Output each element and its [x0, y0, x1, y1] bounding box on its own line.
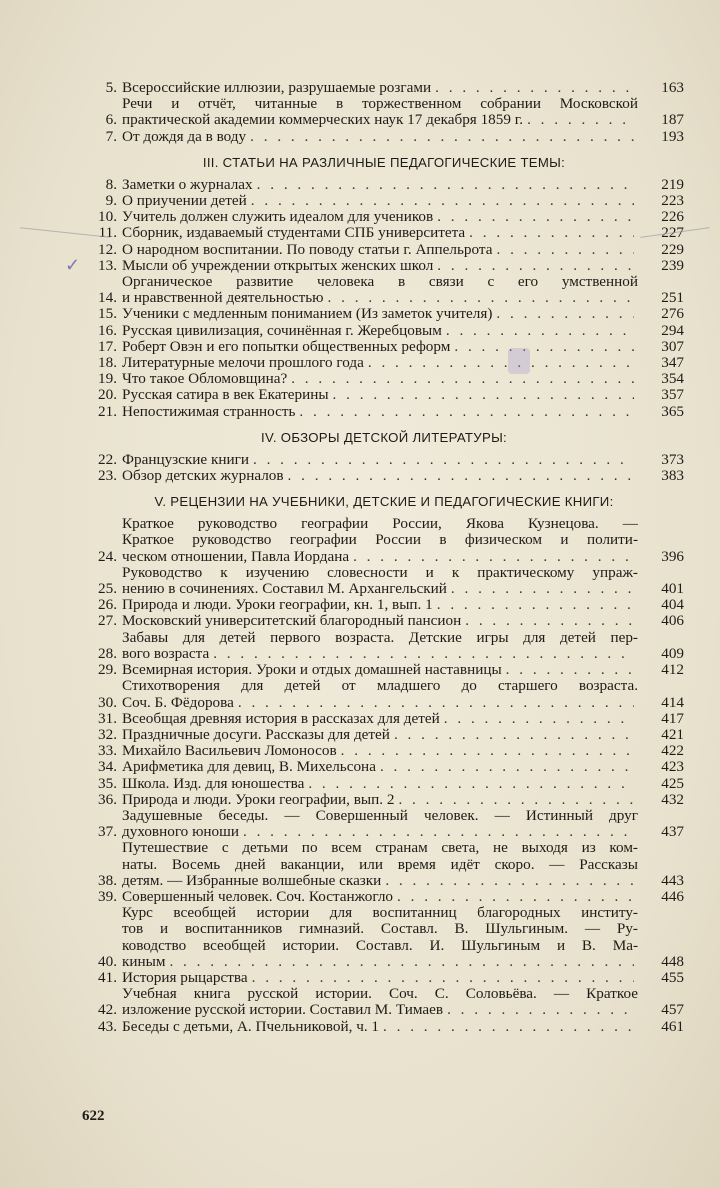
toc-entry: [84, 242, 684, 258]
entry-page-number: 404: [661, 596, 684, 614]
entry-title-line: ческом отношении, Павла Иордана: [122, 547, 350, 565]
entry-page-number: 307: [661, 337, 684, 355]
entry-last-line: [122, 889, 638, 905]
dot-leader: [328, 290, 634, 306]
toc-entry: [84, 613, 684, 629]
entry-body: [122, 516, 638, 565]
entry-page-number: 354: [661, 370, 684, 388]
dot-leader: [446, 323, 634, 339]
dot-leader: [506, 662, 634, 678]
entry-last-line: [122, 776, 638, 792]
entry-title-line: нению в сочинениях. Составил М. Архангельский: [122, 580, 447, 598]
entry-number: 35.: [98, 774, 117, 792]
toc-entry: [84, 905, 684, 970]
ink-smudge: [508, 348, 530, 374]
entry-title-line: Органическое развитие человека в связи с его умственной: [122, 273, 638, 291]
entry-page-number: 409: [661, 644, 684, 662]
entry-page-number: 422: [661, 742, 684, 760]
entry-title-line: Мысли об учреждении открытых женских школ: [122, 256, 434, 274]
dot-leader: [251, 193, 634, 209]
entry-page-number: 448: [661, 952, 684, 970]
entry-last-line: [122, 468, 638, 484]
section-heading: V. РЕЦЕНЗИИ НА УЧЕБНИКИ, ДЕТСКИЕ И ПЕДАГОГИЧЕСКИЕ КНИГИ:: [154, 494, 614, 510]
toc-entry: [84, 80, 684, 96]
entry-page-number: 423: [661, 758, 684, 776]
toc-entry: [84, 209, 684, 225]
entry-number: 27.: [98, 612, 117, 630]
entry-number: 9.: [105, 192, 117, 210]
entry-body: [122, 225, 638, 241]
entry-page-number: 357: [661, 386, 684, 404]
entry-page-number: 432: [661, 790, 684, 808]
entry-body: [122, 274, 638, 306]
dot-leader: [397, 889, 634, 905]
entry-page-number: 396: [661, 547, 684, 565]
dot-leader: [385, 873, 634, 889]
dot-leader: [252, 970, 634, 986]
toc-entry: [84, 339, 684, 355]
toc-entry: [84, 1019, 684, 1035]
toc-entry: [84, 371, 684, 387]
entry-number: 12.: [98, 240, 117, 258]
entry-page-number: 461: [661, 1017, 684, 1035]
entry-title-line: Соч. Б. Фёдорова: [122, 693, 234, 711]
entry-title-line: Всеобщая древняя история в рассказах для детей: [122, 709, 440, 727]
entry-number: 8.: [105, 175, 117, 193]
toc-entry: [84, 516, 684, 565]
dot-leader: [257, 177, 634, 193]
entry-last-line: [122, 290, 638, 306]
toc-entry: [84, 452, 684, 468]
entry-title-line: тов и воспитанников гимназий. Составл. В. Шульгиным. — Ру-: [122, 920, 638, 938]
section-heading: III. СТАТЬИ НА РАЗЛИЧНЫЕ ПЕДАГОГИЧЕСКИЕ ТЕМЫ:: [202, 154, 566, 170]
entry-last-line: [122, 597, 638, 613]
entry-title-line: Роберт Овэн и его попытки общественных реформ: [122, 337, 451, 355]
dot-leader: [437, 258, 634, 274]
entry-number: 20.: [98, 386, 117, 404]
entry-body: [122, 727, 638, 743]
entry-body: [122, 630, 638, 662]
pencil-check-mark: ✓: [65, 255, 81, 275]
entry-page-number: 457: [661, 1001, 684, 1019]
toc-entry: [84, 96, 684, 128]
entry-number: 25.: [98, 580, 117, 598]
toc-entry: [84, 889, 684, 905]
entry-body: [122, 371, 638, 387]
entry-body: [122, 323, 638, 339]
entry-number: 10.: [98, 208, 117, 226]
entry-page-number: 294: [661, 321, 684, 339]
dot-leader: [341, 743, 634, 759]
entry-last-line: [122, 404, 638, 420]
entry-number: 33.: [98, 742, 117, 760]
entry-page-number: 193: [661, 127, 684, 145]
dot-leader: [383, 1019, 634, 1035]
toc-entry: [84, 792, 684, 808]
entry-body: [122, 80, 638, 96]
entry-title-line: Русская сатира в век Екатерины: [122, 386, 329, 404]
dot-leader: [238, 695, 634, 711]
entry-body: [122, 209, 638, 225]
dot-leader: [169, 954, 634, 970]
entry-last-line: [122, 759, 638, 775]
entry-last-line: [122, 355, 638, 371]
entry-number: 24.: [98, 547, 117, 565]
toc-entry: [84, 808, 684, 840]
entry-number: 26.: [98, 596, 117, 614]
entry-page-number: 437: [661, 823, 684, 841]
entry-number: 31.: [98, 709, 117, 727]
entry-body: [122, 1019, 638, 1035]
dot-leader: [398, 792, 634, 808]
entry-last-line: [122, 873, 638, 889]
entry-body: [122, 452, 638, 468]
entry-title-line: Сборник, издаваемый студентами СПБ университета: [122, 224, 466, 242]
entry-number: 14.: [98, 289, 117, 307]
entry-title-line: Праздничные досуги. Рассказы для детей: [122, 725, 390, 743]
toc-entry: [84, 662, 684, 678]
entry-number: 40.: [98, 952, 117, 970]
entry-title-line: О народном воспитании. По поводу статьи г. Аппельрота: [122, 240, 493, 258]
table-of-contents: [84, 80, 684, 1035]
entry-title-line: От дождя да в воду: [122, 127, 247, 145]
entry-title-line: вого возраста: [122, 644, 210, 662]
entry-body: [122, 840, 638, 889]
dot-leader: [250, 129, 634, 145]
entry-page-number: 226: [661, 208, 684, 226]
toc-entry: [84, 323, 684, 339]
entry-page-number: 443: [661, 871, 684, 889]
dot-leader: [368, 355, 634, 371]
toc-entry: [84, 565, 684, 597]
entry-title-line: Руководство к изучению словесности и к практическому упраж-: [122, 563, 638, 581]
entry-last-line: [122, 954, 638, 970]
entry-last-line: [122, 306, 638, 322]
entry-number: 38.: [98, 871, 117, 889]
entry-title-line: Курс всеобщей истории для воспитанниц благородных институ-: [122, 904, 638, 922]
entry-body: [122, 986, 638, 1018]
toc-entry: [84, 630, 684, 662]
toc-entry: [84, 711, 684, 727]
entry-body: [122, 905, 638, 970]
entry-title-line: духовного юноши: [122, 823, 239, 841]
entry-title-line: Краткое руководство географии России в физическом и полити-: [122, 531, 638, 549]
toc-entry: [84, 727, 684, 743]
entry-last-line: [122, 387, 638, 403]
entry-body: [122, 339, 638, 355]
entry-page-number: 406: [661, 612, 684, 630]
entry-body: [122, 193, 638, 209]
entry-title-line: Непостижимая странность: [122, 402, 296, 420]
dot-leader: [451, 581, 634, 597]
entry-page-number: 239: [661, 256, 684, 274]
dot-leader: [527, 112, 634, 128]
entry-last-line: [122, 727, 638, 743]
entry-number: 23.: [98, 467, 117, 485]
toc-entry: [84, 177, 684, 193]
entry-page-number: 227: [661, 224, 684, 242]
entry-body: [122, 597, 638, 613]
entry-number: 42.: [98, 1001, 117, 1019]
entry-title-line: Литературные мелочи прошлого года: [122, 354, 364, 372]
entry-title-line: Задушевные беседы. — Совершенный человек. — Истинный друг: [122, 806, 638, 824]
entry-title-line: практической академии коммерческих наук 17 декабря 1859 г.: [122, 111, 524, 129]
entry-last-line: [122, 970, 638, 986]
toc-entry: [84, 274, 684, 306]
entry-page-number: 414: [661, 693, 684, 711]
entry-page-number: 401: [661, 580, 684, 598]
entry-page-number: 421: [661, 725, 684, 743]
entry-number: 28.: [98, 644, 117, 662]
entry-number: 16.: [98, 321, 117, 339]
dot-leader: [454, 339, 634, 355]
entry-body: [122, 565, 638, 597]
entry-title-line: детям. — Избранные волшебные сказки: [122, 871, 382, 889]
entry-last-line: [122, 646, 638, 662]
dot-leader: [437, 597, 634, 613]
entry-body: [122, 613, 638, 629]
entry-number: 30.: [98, 693, 117, 711]
entry-last-line: [122, 177, 638, 193]
dot-leader: [333, 387, 634, 403]
entry-number: 18.: [98, 354, 117, 372]
entry-body: [122, 177, 638, 193]
entry-last-line: [122, 80, 638, 96]
entry-title-line: Заметки о журналах: [122, 175, 253, 193]
entry-last-line: [122, 193, 638, 209]
entry-last-line: [122, 129, 638, 145]
toc-entry: [84, 743, 684, 759]
entry-last-line: [122, 258, 638, 274]
entry-page-number: 219: [661, 175, 684, 193]
dot-leader: [469, 225, 634, 241]
dot-leader: [253, 452, 634, 468]
entry-number: 29.: [98, 661, 117, 679]
entry-number: 11.: [98, 224, 117, 242]
entry-last-line: [122, 711, 638, 727]
entry-title-line: Всероссийские иллюзии, разрушаемые розгами: [122, 79, 432, 96]
entry-title-line: Михайло Васильевич Ломоносов: [122, 742, 337, 760]
toc-entry: [84, 306, 684, 322]
toc-entry: [84, 258, 684, 274]
entry-page-number: 417: [661, 709, 684, 727]
entry-last-line: [122, 549, 638, 565]
entry-number: 39.: [98, 887, 117, 905]
entry-last-line: [122, 242, 638, 258]
entry-body: [122, 743, 638, 759]
entry-number: 6.: [105, 111, 117, 129]
entry-page-number: 373: [661, 450, 684, 468]
entry-body: [122, 129, 638, 145]
dot-leader: [353, 549, 634, 565]
entry-title-line: Арифметика для девиц, В. Михельсона: [122, 758, 376, 776]
toc-entry: [84, 225, 684, 241]
entry-page-number: 446: [661, 887, 684, 905]
entry-title-line: О приучении детей: [122, 192, 247, 210]
entry-body: [122, 355, 638, 371]
entry-last-line: [122, 339, 638, 355]
entry-number: 15.: [98, 305, 117, 323]
dot-leader: [447, 1002, 634, 1018]
entry-number: 41.: [98, 968, 117, 986]
entry-page-number: 251: [661, 289, 684, 307]
entry-title-line: киным: [122, 952, 166, 970]
entry-body: [122, 404, 638, 420]
entry-last-line: [122, 792, 638, 808]
toc-entry: [84, 678, 684, 710]
dot-leader: [299, 404, 634, 420]
dot-leader: [444, 711, 634, 727]
entry-page-number: 365: [661, 402, 684, 420]
entry-body: [122, 759, 638, 775]
entry-body: [122, 678, 638, 710]
entry-number: 34.: [98, 758, 117, 776]
toc-entry: [84, 387, 684, 403]
entry-title-line: Беседы с детьми, А. Пчельниковой, ч. 1: [122, 1017, 380, 1035]
entry-body: [122, 711, 638, 727]
entry-body: [122, 468, 638, 484]
entry-number: 22.: [98, 450, 117, 468]
entry-title-line: Школа. Изд. для юношества: [122, 774, 305, 792]
entry-last-line: [122, 323, 638, 339]
dot-leader: [243, 824, 634, 840]
dot-leader: [380, 759, 634, 775]
entry-number: 37.: [98, 823, 117, 841]
entry-body: [122, 242, 638, 258]
entry-body: [122, 258, 638, 274]
entry-last-line: [122, 209, 638, 225]
entry-number: 19.: [98, 370, 117, 388]
entry-last-line: [122, 1002, 638, 1018]
entry-number: 36.: [98, 790, 117, 808]
entry-title-line: Московский университетский благородный пансион: [122, 612, 462, 630]
dot-leader: [213, 646, 634, 662]
toc-entry: [84, 468, 684, 484]
section-heading: IV. ОБЗОРЫ ДЕТСКОЙ ЛИТЕРАТУРЫ:: [260, 429, 508, 445]
entry-body: [122, 96, 638, 128]
entry-title-line: Природа и люди. Уроки географии, вып. 2: [122, 790, 395, 808]
entry-body: [122, 387, 638, 403]
entry-last-line: [122, 371, 638, 387]
entry-body: [122, 792, 638, 808]
entry-last-line: [122, 662, 638, 678]
entry-last-line: [122, 613, 638, 629]
dot-leader: [308, 776, 634, 792]
dot-leader: [435, 80, 634, 96]
entry-title-line: Обзор детских журналов: [122, 467, 284, 485]
page-number: 622: [82, 1108, 105, 1124]
entry-number: 43.: [98, 1017, 117, 1035]
dot-leader: [437, 209, 634, 225]
entry-page-number: 412: [661, 661, 684, 679]
entry-title-line: Ученики с медленным пониманием (Из заметок учителя): [122, 305, 493, 323]
toc-entry: [84, 355, 684, 371]
entry-title-line: Всемирная история. Уроки и отдых домашней наставницы: [122, 661, 502, 679]
entry-body: [122, 776, 638, 792]
entry-body: [122, 970, 638, 986]
dot-leader: [465, 613, 634, 629]
entry-page-number: 163: [661, 79, 684, 96]
entry-title-line: Французские книги: [122, 450, 249, 468]
toc-entry: [84, 193, 684, 209]
entry-last-line: [122, 824, 638, 840]
entry-title-line: Совершенный человек. Соч. Костанжогло: [122, 887, 393, 905]
entry-title-line: История рыцарства: [122, 968, 248, 986]
toc-entry: [84, 597, 684, 613]
entry-page-number: 276: [661, 305, 684, 323]
dot-leader: [288, 468, 634, 484]
entry-last-line: [122, 1019, 638, 1035]
entry-title-line: Учитель должен служить идеалом для учеников: [122, 208, 434, 226]
entry-title-line: Учебная книга русской истории. Соч. С. Соловьёва. — Краткое: [122, 985, 638, 1003]
entry-page-number: 425: [661, 774, 684, 792]
entry-title-line: Природа и люди. Уроки географии, кн. 1, вып. 1: [122, 596, 433, 614]
entry-page-number: 383: [661, 467, 684, 485]
entry-last-line: [122, 452, 638, 468]
entry-number: 17.: [98, 337, 117, 355]
dot-leader: [291, 371, 634, 387]
entry-number: 7.: [105, 127, 117, 145]
entry-title-line: Речи и отчёт, читанные в торжественном собрании Московской: [122, 95, 638, 113]
entry-title-line: Путешествие с детьми по всем странам света, не выходя из ком-: [122, 839, 638, 857]
entry-body: [122, 306, 638, 322]
entry-last-line: [122, 225, 638, 241]
entry-title-line: и нравственной деятельностью: [122, 289, 324, 307]
entry-last-line: [122, 581, 638, 597]
entry-title-line: ководство всеобщей истории. Составл. И. Шульгиным и В. Ма-: [122, 936, 638, 954]
entry-number: 13.: [98, 256, 117, 274]
toc-entry: [84, 129, 684, 145]
toc-entry: [84, 986, 684, 1018]
entry-title-line: Стихотворения для детей от младшего до старшего возраста.: [122, 677, 638, 695]
entry-last-line: [122, 695, 638, 711]
entry-page-number: 187: [661, 111, 684, 129]
toc-entry: [84, 776, 684, 792]
dot-leader: [496, 306, 634, 322]
toc-entry: [84, 404, 684, 420]
entry-page-number: 223: [661, 192, 684, 210]
dot-leader: [496, 242, 634, 258]
entry-body: [122, 889, 638, 905]
entry-last-line: [122, 112, 638, 128]
entry-title-line: Краткое руководство географии России, Якова Кузнецова. —: [122, 515, 638, 533]
entry-page-number: 229: [661, 240, 684, 258]
entry-page-number: 347: [661, 354, 684, 372]
toc-entry: [84, 840, 684, 889]
entry-title-line: Что такое Обломовщина?: [122, 370, 288, 388]
entry-body: [122, 808, 638, 840]
dot-leader: [394, 727, 634, 743]
entry-title-line: Русская цивилизация, сочинённая г. Жеребцовым: [122, 321, 442, 339]
entry-number: 5.: [105, 79, 117, 96]
entry-title-line: Забавы для детей первого возраста. Детские игры для детей пер-: [122, 628, 638, 646]
entry-body: [122, 662, 638, 678]
entry-number: 21.: [98, 402, 117, 420]
entry-number: 32.: [98, 725, 117, 743]
toc-entry: [84, 759, 684, 775]
entry-title-line: изложение русской истории. Составил М. Тимаев: [122, 1001, 444, 1019]
entry-title-line: наты. Восемь дней ваканции, или время идёт скоро. — Рассказы: [122, 855, 638, 873]
entry-last-line: [122, 743, 638, 759]
toc-entry: [84, 970, 684, 986]
entry-page-number: 455: [661, 968, 684, 986]
